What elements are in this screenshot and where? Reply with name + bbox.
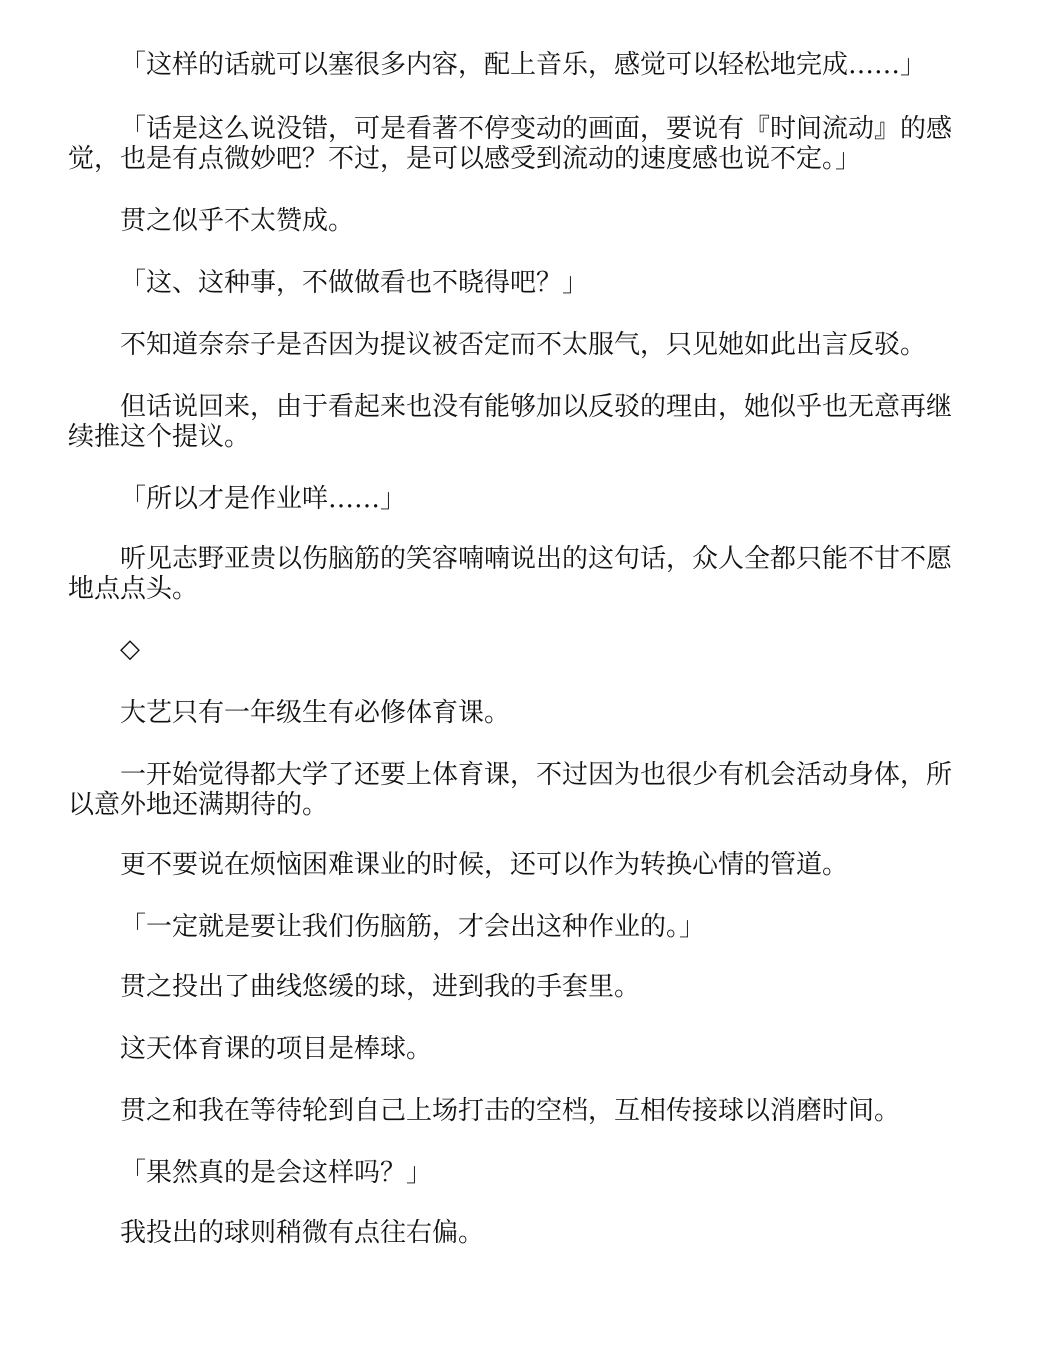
paragraph: 「这样的话就可以塞很多内容，配上音乐，感觉可以轻松地完成……」 <box>120 50 927 80</box>
paragraph: 「果然真的是会这样吗？」 <box>120 1158 433 1188</box>
paragraph: 但话说回来，由于看起来也没有能够加以反驳的理由，她似乎也无意再继续推这个提议。 <box>68 392 953 452</box>
paragraph: 「话是这么说没错，可是看著不停变动的画面，要说有『时间流动』的感觉，也是有点微妙吧？不过，是可以感受到流动的速度感也说不定。」 <box>68 114 953 174</box>
paragraph: 贯之似乎不太赞成。 <box>120 206 355 236</box>
document-page <box>68 0 974 1354</box>
paragraph: 这天体育课的项目是棒球。 <box>120 1034 433 1064</box>
section-divider-diamond: ◇ <box>120 634 140 664</box>
paragraph: 「这、这种事，不做做看也不晓得吧？」 <box>120 268 589 298</box>
paragraph: 一开始觉得都大学了还要上体育课，不过因为也很少有机会活动身体，所以意外地还满期待的。 <box>68 760 953 820</box>
paragraph: 贯之投出了曲线悠缓的球，进到我的手套里。 <box>120 972 641 1002</box>
paragraph: 不知道奈奈子是否因为提议被否定而不太服气，只见她如此出言反驳。 <box>120 330 927 360</box>
paragraph: 我投出的球则稍微有点往右偏。 <box>120 1218 485 1248</box>
paragraph: 更不要说在烦恼困难课业的时候，还可以作为转换心情的管道。 <box>120 850 849 880</box>
paragraph: 大艺只有一年级生有必修体育课。 <box>120 698 511 728</box>
paragraph: 「一定就是要让我们伤脑筋，才会出这种作业的。」 <box>120 912 706 942</box>
paragraph: 听见志野亚贵以伤脑筋的笑容喃喃说出的这句话，众人全都只能不甘不愿地点点头。 <box>68 544 953 604</box>
paragraph: 贯之和我在等待轮到自己上场打击的空档，互相传接球以消磨时间。 <box>120 1096 901 1126</box>
paragraph: 「所以才是作业咩……」 <box>120 484 407 514</box>
